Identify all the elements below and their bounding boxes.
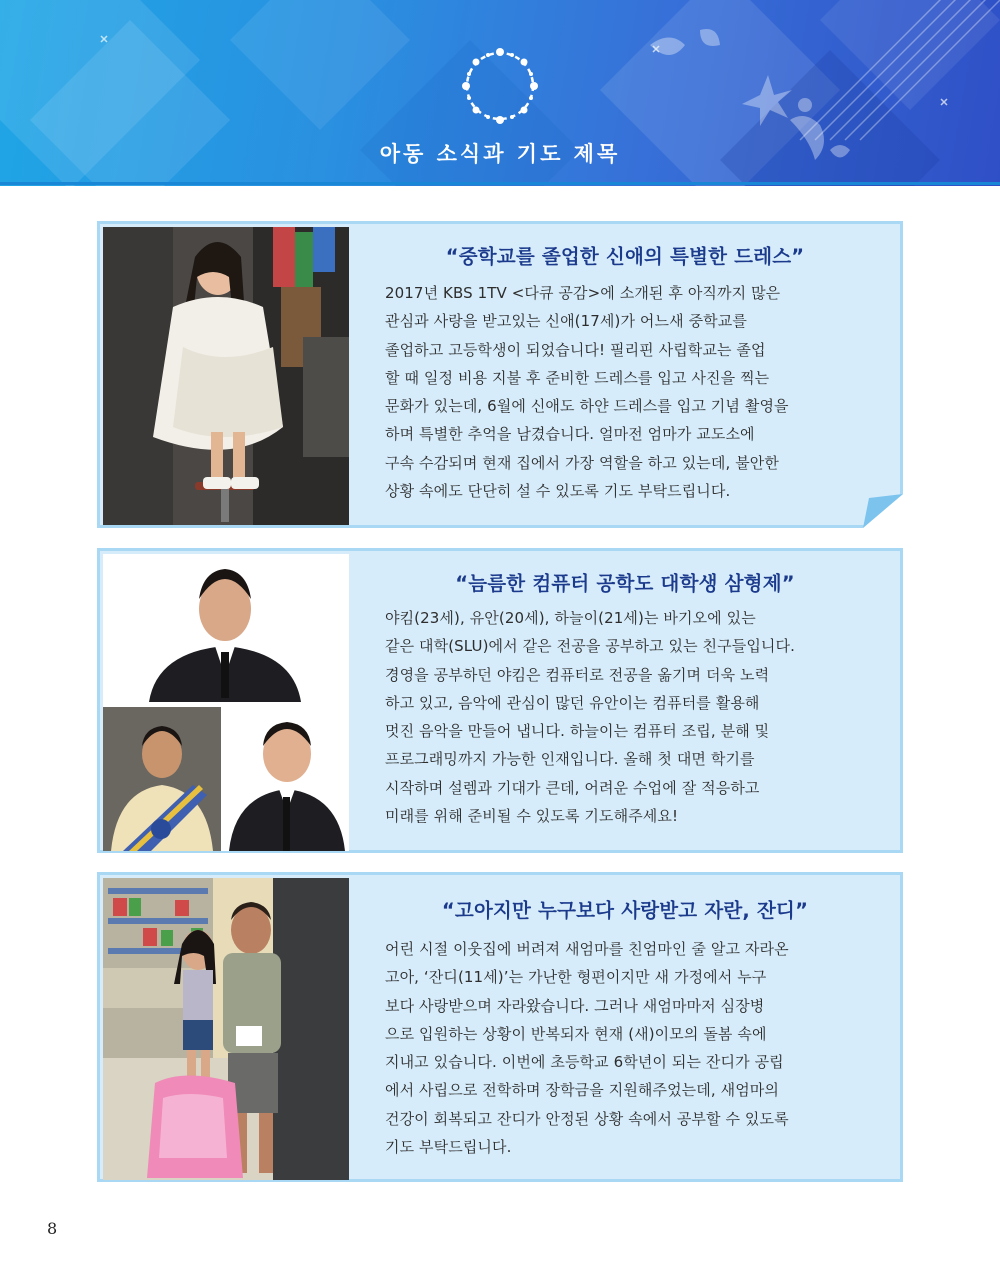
story-text — [385, 875, 865, 1161]
page-fold-corner — [863, 494, 903, 528]
story-card — [97, 548, 903, 853]
story-text — [385, 224, 865, 505]
girl-and-stepmother-photo — [103, 878, 349, 1180]
header-banner — [0, 0, 1000, 186]
story-body: 야킴(23세), 유안(20세), 하늘이(21세)는 바기오에 있는 같은 대학(SLU)에서 같은 전공을 공부하고 있는 친구들입니다. 경영을 공부하던 야킴은 컴퓨터로 전공을 옮기며 더욱 노력 하고 있고, 음악에 관심이 많던 유안이는 컴퓨터를 활용해 멋진 음악을 만들어 냅니다. 하늘이는 컴퓨터 조립, 분해 및 프로그래밍까지 가능한 인재입니다. 올해 첫 대면 학기를 시작하며 설렘과 기대가 큰데, 어려운 수업에 잘 적응하고 미래를 위해 준비될 수 있도록 기도해주세요! — [385, 609, 795, 826]
page-number: 8 — [47, 1219, 58, 1238]
story-body: 어린 시절 이웃집에 버려져 새엄마를 친엄마인 줄 알고 자라온 고아, ‘잔디(11세)’는 가난한 형편이지만 새 가정에서 누구 보다 사랑받으며 자라왔습니다. 그러나 새엄마마저 심장병 으로 입원하는 상황이 반복되자 현재 (새)이모의 돌봄 속에 지내고 있습니다. 이번에 초등학교 6학년이 되는 잔디가 공립 에서 사립으로 전학하며 장학금을 지원해주었는데, 새엄마의 건강이 회복되고 잔디가 안정된 상황 속에서 공부할 수 있도록 기도 부탁드립니다. — [385, 940, 789, 1157]
three-students-photo — [103, 554, 349, 851]
story-title: “고아지만 누구보다 사랑받고 자란, 잔디” — [441, 899, 809, 922]
story-text — [385, 551, 865, 830]
story-photo — [103, 227, 349, 525]
page-title: 아동 소식과 기도 제목 — [379, 142, 621, 166]
story-title: “늠름한 컴퓨터 공학도 대학생 삼형제” — [455, 572, 795, 595]
story-photo — [103, 878, 349, 1180]
story-photo — [103, 554, 349, 851]
story-body: 2017년 KBS 1TV <다큐 공감>에 소개된 후 아직까지 많은 관심과 사랑을 받고있는 신애(17세)가 어느새 중학교를 졸업하고 고등학생이 되었습니다! 필리핀 사립학교는 졸업 할 때 일정 비용 지불 후 준비한 드레스를 입고 사진을 찍는 문화가 있는데, 6월에 신애도 하얀 드레스를 입고 기념 촬영을 하며 특별한 추억을 남겼습니다. 얼마전 엄마가 교도소에 구속 수감되며 현재 집에서 가장 역할을 하고 있는데, 불안한 상황 속에도 단단히 설 수 있도록 기도 부탁드립니다. — [385, 284, 789, 501]
girl-in-white-dress-photo — [103, 227, 349, 525]
header-divider — [0, 182, 1000, 185]
story-card — [97, 872, 903, 1182]
story-title: “중학교를 졸업한 신애의 특별한 드레스” — [445, 245, 805, 268]
story-card — [97, 221, 903, 528]
